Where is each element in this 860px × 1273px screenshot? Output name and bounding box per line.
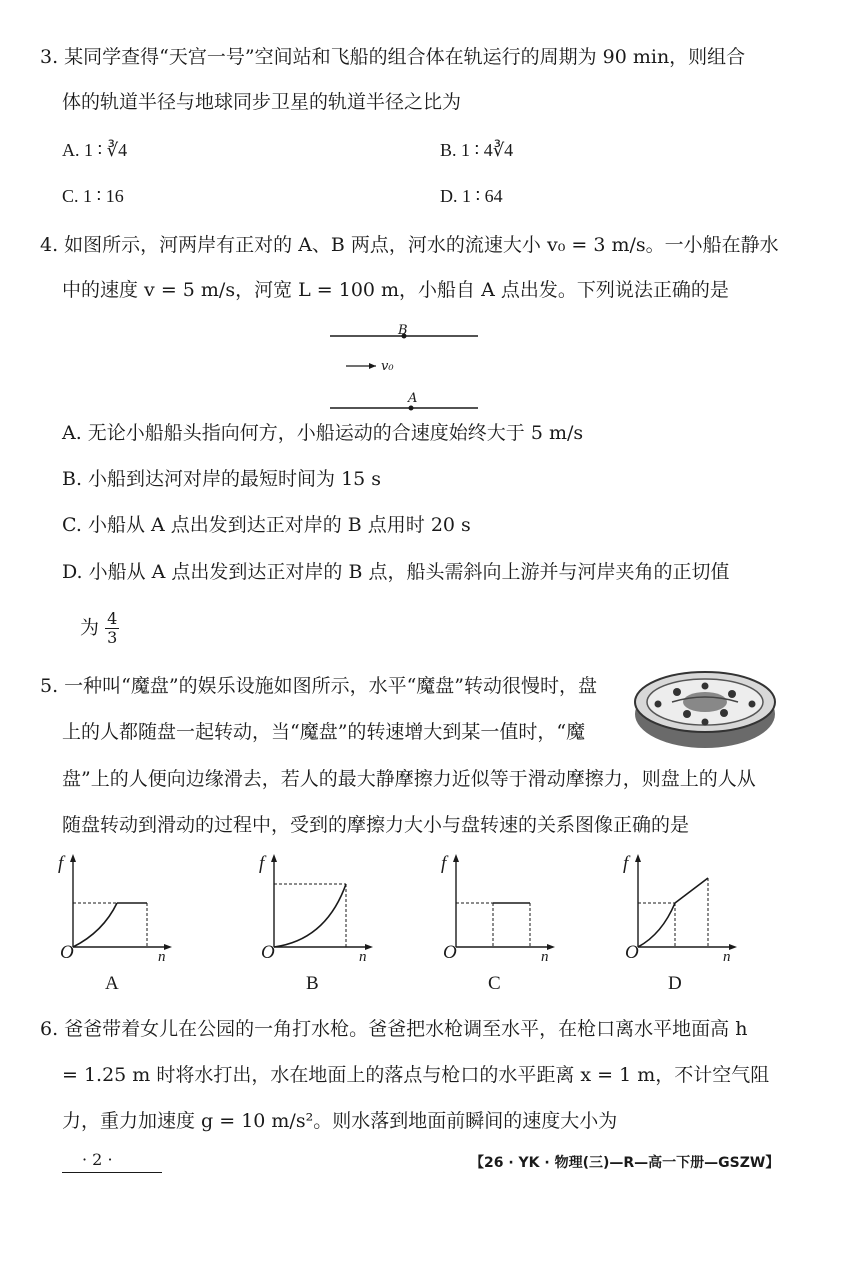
- magic-disc-illustration: [632, 662, 782, 752]
- graph-d: [620, 852, 750, 972]
- graph-d-o-label: O: [625, 942, 639, 963]
- v0-label: v₀: [381, 359, 394, 374]
- q5-stem-line1: 5. 一种叫“魔盘”的娱乐设施如图所示，水平“魔盘”转动很慢时，盘: [40, 675, 598, 697]
- q3-option-c: C. 1 ∶ 16: [62, 186, 124, 206]
- q4-option-d-prefix: 为: [80, 616, 100, 639]
- footer-code: 【26 · YK · 物理(三)—R—高一下册—GSZW】: [470, 1155, 780, 1171]
- page-number-underline: [62, 1172, 162, 1173]
- q3-option-d: D. 1 ∶ 64: [440, 186, 503, 206]
- q4-option-d-continued: [80, 610, 119, 647]
- graph-d-f-label: f: [623, 853, 629, 874]
- q4-option-b: B. 小船到达河对岸的最短时间为 15 s: [62, 468, 382, 490]
- q3-stem-line1: 3. 某同学查得“天宫一号”空间站和飞船的组合体在轨运行的周期为 90 min，则组合: [40, 46, 746, 68]
- q4-option-d: D. 小船从 A 点出发到达正对岸的 B 点，船头需斜向上游并与河岸夹角的正切值: [62, 561, 730, 583]
- q6-stem-line3: 力，重力加速度 g = 10 m/s²。则水落到地面前瞬间的速度大小为: [62, 1110, 618, 1132]
- q3-stem-line2: 体的轨道半径与地球同步卫星的轨道半径之比为: [62, 91, 462, 113]
- q4-option-c: C. 小船从 A 点出发到达正对岸的 B 点用时 20 s: [62, 514, 471, 536]
- q5-stem-line3: 盘”上的人便向边缘滑去，若人的最大静摩擦力近似等于滑动摩擦力，则盘上的人从: [62, 768, 756, 790]
- graph-a-f-label: f: [58, 853, 64, 874]
- fraction-numerator: 4: [107, 609, 118, 628]
- graph-b: [256, 852, 386, 972]
- q4-stem-line1: 4. 如图所示，河两岸有正对的 A、B 两点，河水的流速大小 v₀ = 3 m/s。一小船在静水: [40, 234, 779, 256]
- graph-c-f-label: f: [441, 853, 447, 874]
- q5-stem-line2: 上的人都随盘一起转动，当“魔盘”的转速增大到某一值时，“魔: [62, 721, 586, 743]
- graph-d-caption: D: [668, 973, 682, 994]
- point-a-label: A: [408, 391, 418, 406]
- graph-a-caption: A: [105, 973, 119, 994]
- graph-a-n-label: n: [158, 949, 166, 965]
- page-number: · 2 ·: [82, 1150, 113, 1169]
- q3-option-b: B. 1 ∶ 4∛4: [440, 140, 514, 160]
- graph-a: [55, 852, 185, 972]
- graph-b-n-label: n: [359, 949, 367, 965]
- q6-stem-line2: = 1.25 m 时将水打出，水在地面上的落点与枪口的水平距离 x = 1 m，不计空气阻: [62, 1064, 770, 1086]
- point-b-label: B: [398, 323, 408, 338]
- q4-option-a: A. 无论小船船头指向何方，小船运动的合速度始终大于 5 m/s: [62, 422, 584, 444]
- q3-option-a: A. 1 ∶ ∛4: [62, 140, 128, 160]
- graph-c-caption: C: [488, 973, 501, 994]
- fraction-denominator: 3: [107, 628, 118, 647]
- graph-a-o-label: O: [60, 942, 74, 963]
- fraction-four-thirds: [105, 610, 119, 647]
- graph-c-n-label: n: [541, 949, 549, 965]
- q6-stem-line1: 6. 爸爸带着女儿在公园的一角打水枪。爸爸把水枪调至水平，在枪口离水平地面高 h: [40, 1018, 748, 1040]
- q5-stem-line4: 随盘转动到滑动的过程中，受到的摩擦力大小与盘转速的关系图像正确的是: [62, 814, 690, 836]
- graph-b-o-label: O: [261, 942, 275, 963]
- graph-d-n-label: n: [723, 949, 731, 965]
- q4-stem-line2: 中的速度 v = 5 m/s，河宽 L = 100 m，小船自 A 点出发。下列说法正确的是: [62, 279, 729, 301]
- graph-b-caption: B: [306, 973, 319, 994]
- graph-c-o-label: O: [443, 942, 457, 963]
- graph-b-f-label: f: [259, 853, 265, 874]
- graph-c: [438, 852, 568, 972]
